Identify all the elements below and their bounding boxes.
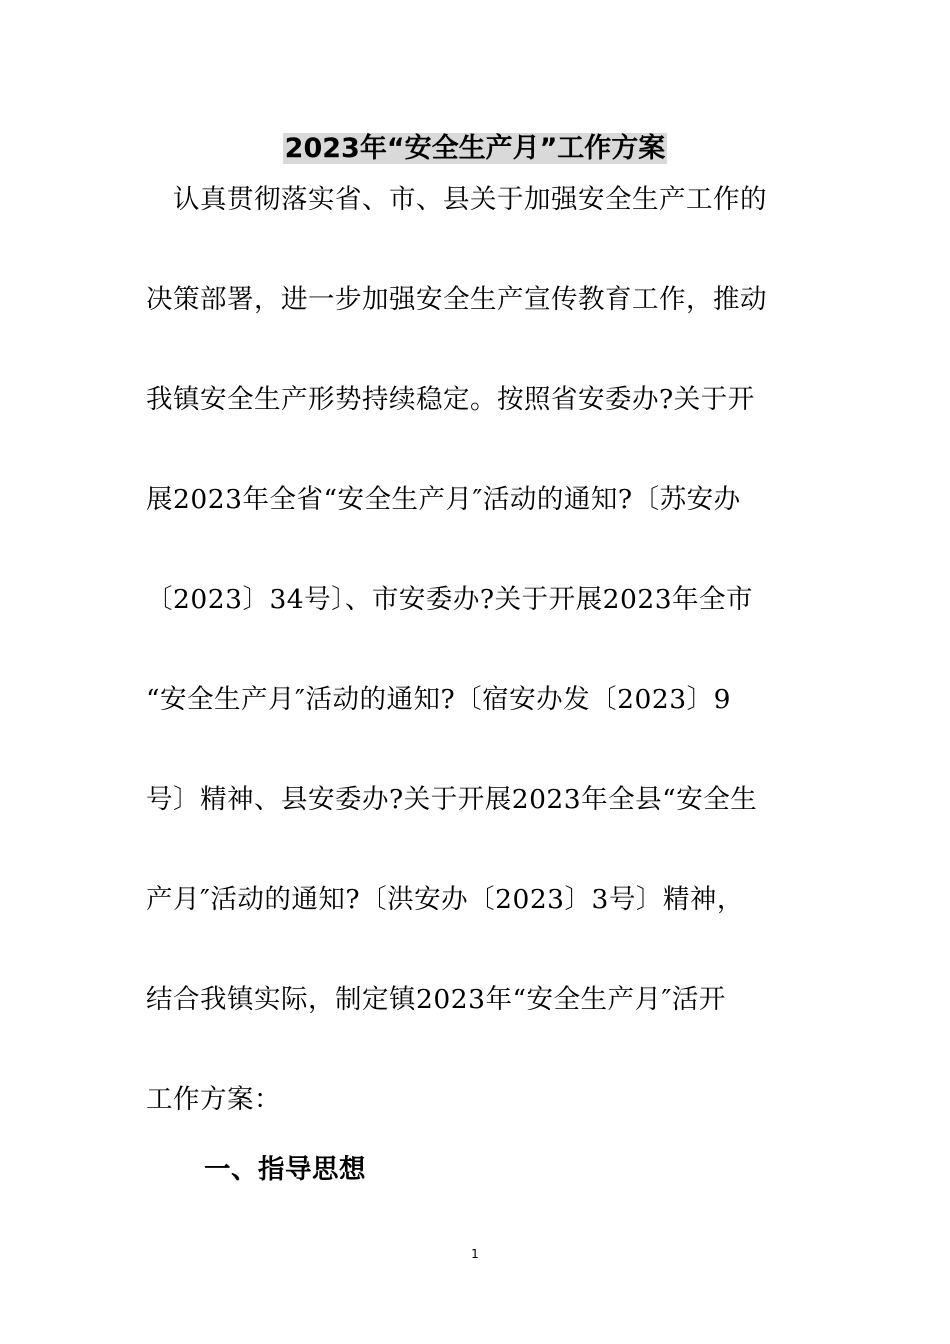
paragraph-line: 产月″活动的通知?〔洪安办〔2023〕3号〕精神， — [146, 884, 744, 915]
document-title-text: 2023年“安全生产月”工作方案 — [284, 133, 666, 164]
paragraph-line: 决策部署，进一步加强安全生产宣传教育工作，推动 — [146, 284, 767, 315]
section-heading: 一、指导思想 — [204, 1154, 366, 1185]
paragraph-line: 〔2023〕34号〕、市安委办?关于开展2023年全市 — [146, 584, 754, 615]
paragraph-line: 工作方案： — [146, 1084, 281, 1115]
paragraph-line: 我镇安全生产形势持续稳定。按照省安委办?关于开 — [146, 384, 755, 415]
paragraph-line: 号〕精神、县安委办?关于开展2023年全县“安全生 — [146, 784, 758, 815]
document-title — [0, 126, 950, 172]
page-number: 1 — [471, 1247, 479, 1261]
paragraph-line: 结合我镇实际，制定镇2023年“安全生产月″活开 — [146, 984, 726, 1015]
paragraph-line: 认真贯彻落实省、市、县关于加强安全生产工作的 — [146, 184, 767, 215]
paragraph-line: “安全生产月″活动的通知?〔宿安办发〔2023〕9 — [146, 684, 731, 715]
paragraph-line: 展2023年全省“安全生产月″活动的通知?〔苏安办 — [146, 484, 741, 515]
